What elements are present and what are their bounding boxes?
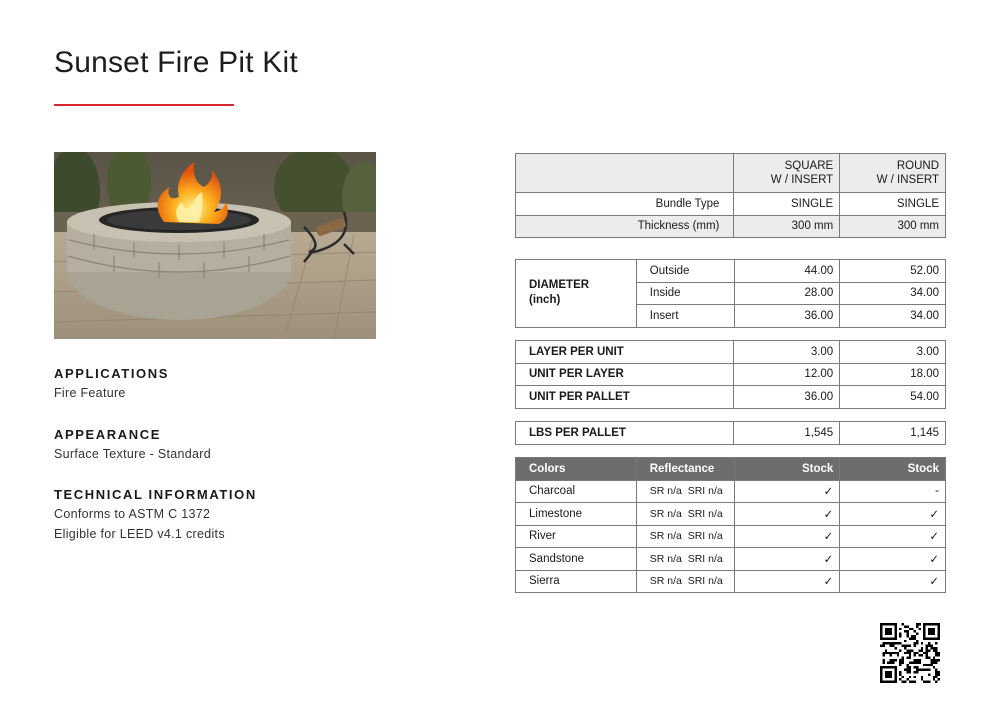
color-name: Limestone	[516, 503, 637, 526]
stock-square-check: ✓	[734, 503, 840, 526]
unit-per-pallet-round: 54.00	[840, 386, 946, 409]
stock-square-check: ✓	[734, 570, 840, 593]
bundle-table	[515, 153, 946, 238]
diameter-table	[515, 259, 946, 328]
diameter-label: DIAMETER (inch)	[516, 260, 637, 328]
reflectance-value: SR n/a SRI n/a	[636, 525, 734, 548]
bundle-type-label: Bundle Type	[516, 193, 734, 216]
stock-round-header: Stock	[840, 458, 946, 481]
layer-per-unit-label: LAYER PER UNIT	[516, 341, 734, 364]
bundle-type-square: SINGLE	[734, 193, 840, 216]
table-row	[516, 260, 946, 283]
stock-square-check: ✓	[734, 548, 840, 571]
stock-round-check: ✓	[840, 525, 946, 548]
table-row	[516, 503, 946, 526]
unit-per-pallet-square: 36.00	[734, 386, 840, 409]
table-row	[516, 193, 946, 216]
layer-per-unit-square: 3.00	[734, 341, 840, 364]
col-round-header: ROUND W / INSERT	[840, 154, 946, 193]
colors-table	[515, 457, 946, 593]
lbs-per-pallet-square: 1,545	[734, 422, 840, 445]
diameter-inside-round: 34.00	[840, 282, 946, 305]
table-row	[516, 386, 946, 409]
colors-header: Colors	[516, 458, 637, 481]
units-table	[515, 340, 946, 409]
diameter-outside-square: 44.00	[734, 260, 840, 283]
unit-per-layer-round: 18.00	[840, 363, 946, 386]
appearance-heading: APPEARANCE	[54, 427, 162, 442]
unit-per-layer-square: 12.00	[734, 363, 840, 386]
title-underline	[54, 104, 234, 106]
applications-heading: APPLICATIONS	[54, 366, 170, 381]
diameter-inside-square: 28.00	[734, 282, 840, 305]
diameter-outside-round: 52.00	[840, 260, 946, 283]
technical-line-2: Eligible for LEED v4.1 credits	[54, 527, 225, 541]
col-square-header: SQUARE W / INSERT	[734, 154, 840, 193]
color-name: Sandstone	[516, 548, 637, 571]
bundle-type-round: SINGLE	[840, 193, 946, 216]
page-title: Sunset Fire Pit Kit	[54, 46, 298, 79]
table-row	[516, 548, 946, 571]
lbs-per-pallet-round: 1,145	[840, 422, 946, 445]
unit-per-pallet-label: UNIT PER PALLET	[516, 386, 734, 409]
lbs-per-pallet-label: LBS PER PALLET	[516, 422, 734, 445]
reflectance-value: SR n/a SRI n/a	[636, 548, 734, 571]
stock-square-check: ✓	[734, 525, 840, 548]
diameter-insert-label: Insert	[636, 305, 734, 328]
table-row	[516, 570, 946, 593]
reflectance-value: SR n/a SRI n/a	[636, 503, 734, 526]
layer-per-unit-round: 3.00	[840, 341, 946, 364]
stock-round-check: ✓	[840, 503, 946, 526]
table-header-row	[516, 154, 946, 193]
stock-round-check: ✓	[840, 570, 946, 593]
stock-round-check: ✓	[840, 548, 946, 571]
table-row	[516, 363, 946, 386]
table-row	[516, 422, 946, 445]
color-name: Sierra	[516, 570, 637, 593]
table-row	[516, 341, 946, 364]
stock-square-check: ✓	[734, 480, 840, 503]
reflectance-value: SR n/a SRI n/a	[636, 480, 734, 503]
product-photo	[54, 152, 376, 339]
diameter-insert-round: 34.00	[840, 305, 946, 328]
color-name: Charcoal	[516, 480, 637, 503]
color-name: River	[516, 525, 637, 548]
diameter-insert-square: 36.00	[734, 305, 840, 328]
colors-header-row	[516, 458, 946, 481]
technical-heading: TECHNICAL INFORMATION	[54, 487, 257, 502]
reflectance-header: Reflectance	[636, 458, 734, 481]
thickness-square: 300 mm	[734, 215, 840, 238]
applications-text: Fire Feature	[54, 386, 126, 400]
technical-line-1: Conforms to ASTM C 1372	[54, 507, 211, 521]
stock-square-header: Stock	[734, 458, 840, 481]
table-row	[516, 480, 946, 503]
unit-per-layer-label: UNIT PER LAYER	[516, 363, 734, 386]
appearance-text: Surface Texture - Standard	[54, 447, 211, 461]
qr-code[interactable]	[880, 623, 940, 683]
thickness-label: Thickness (mm)	[516, 215, 734, 238]
table-row	[516, 525, 946, 548]
diameter-outside-label: Outside	[636, 260, 734, 283]
stock-round-check: -	[840, 480, 946, 503]
table-row	[516, 215, 946, 238]
thickness-round: 300 mm	[840, 215, 946, 238]
lbs-table	[515, 421, 946, 445]
reflectance-value: SR n/a SRI n/a	[636, 570, 734, 593]
diameter-inside-label: Inside	[636, 282, 734, 305]
